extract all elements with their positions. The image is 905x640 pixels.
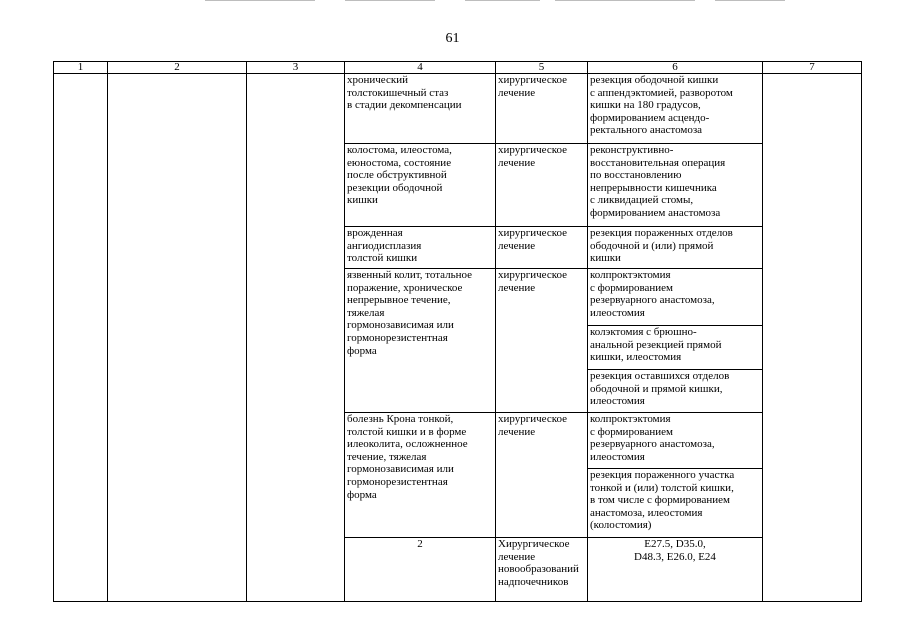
column-number: 6 xyxy=(588,62,763,74)
method-cell: реконструктивно- восстановительная операция по восстановлению непрерывности кишечника с ликвидацией стомы, формированием анастомоза xyxy=(588,144,763,227)
treatment-cell: хирургическое лечение xyxy=(496,74,588,144)
condition-cell: колостома, илеостома, еюностома, состояние после обструктивной резекции ободочной кишки xyxy=(345,144,496,227)
method-cell: колпроктэктомия с формированием резервуарного анастомоза, илеостомия xyxy=(588,413,763,469)
cost-cell xyxy=(763,74,862,602)
method-cell: резекция оставшихся отделов ободочной и прямой кишки, илеостомия xyxy=(588,370,763,413)
scan-edge-line xyxy=(205,0,315,1)
column-number: 5 xyxy=(496,62,588,74)
treatment-cell: хирургическое лечение xyxy=(496,413,588,538)
column-number: 3 xyxy=(247,62,345,74)
scan-edge-line xyxy=(715,0,785,1)
codes-cell xyxy=(247,74,345,602)
number-cell xyxy=(54,74,108,602)
condition-cell: врожденная ангиодисплазия толстой кишки xyxy=(345,227,496,269)
name-cell xyxy=(108,74,247,602)
column-number-row xyxy=(54,62,862,74)
row-number-cell: 2 xyxy=(345,538,496,602)
scan-edge-line xyxy=(555,0,695,1)
treatment-cell: хирургическое лечение xyxy=(496,144,588,227)
treatment-cell: хирургическое лечение xyxy=(496,269,588,413)
column-number: 2 xyxy=(108,62,247,74)
method-cell: резекция ободочной кишки с аппендэктомией, разворотом кишки на 180 градусов, формированием асцендо- ректального анастомоза xyxy=(588,74,763,144)
scan-edge-line xyxy=(345,0,435,1)
condition-cell: язвенный колит, тотальное поражение, хроническое непрерывное течение, тяжелая гормонозависимая или гормонорезистентная форма xyxy=(345,269,496,413)
medical-care-table xyxy=(53,61,862,602)
codes-cell: E27.5, D35.0, D48.3, E26.0, E24 xyxy=(588,538,763,602)
table-row xyxy=(54,74,862,144)
column-number: 1 xyxy=(54,62,108,74)
method-cell: колэктомия с брюшно- анальной резекцией прямой кишки, илеостомия xyxy=(588,326,763,370)
scan-edge-line xyxy=(465,0,540,1)
treatment-cell: хирургическое лечение xyxy=(496,227,588,269)
method-cell: резекция пораженного участка тонкой и (или) толстой кишки, в том числе с формированием анастомоза, илеостомия (колостомия) xyxy=(588,469,763,538)
column-number: 4 xyxy=(345,62,496,74)
method-cell: колпроктэктомия с формированием резервуарного анастомоза, илеостомия xyxy=(588,269,763,326)
column-number: 7 xyxy=(763,62,862,74)
method-cell: резекция пораженных отделов ободочной и (или) прямой кишки xyxy=(588,227,763,269)
condition-cell: хронический толстокишечный стаз в стадии декомпенсации xyxy=(345,74,496,144)
name-cell: Хирургическое лечение новообразований надпочечников xyxy=(496,538,588,602)
page-number: 61 xyxy=(445,31,460,46)
condition-cell: болезнь Крона тонкой, толстой кишки и в форме илеоколита, осложненное течение, тяжелая гормонозависимая или гормонорезистентная форма xyxy=(345,413,496,538)
